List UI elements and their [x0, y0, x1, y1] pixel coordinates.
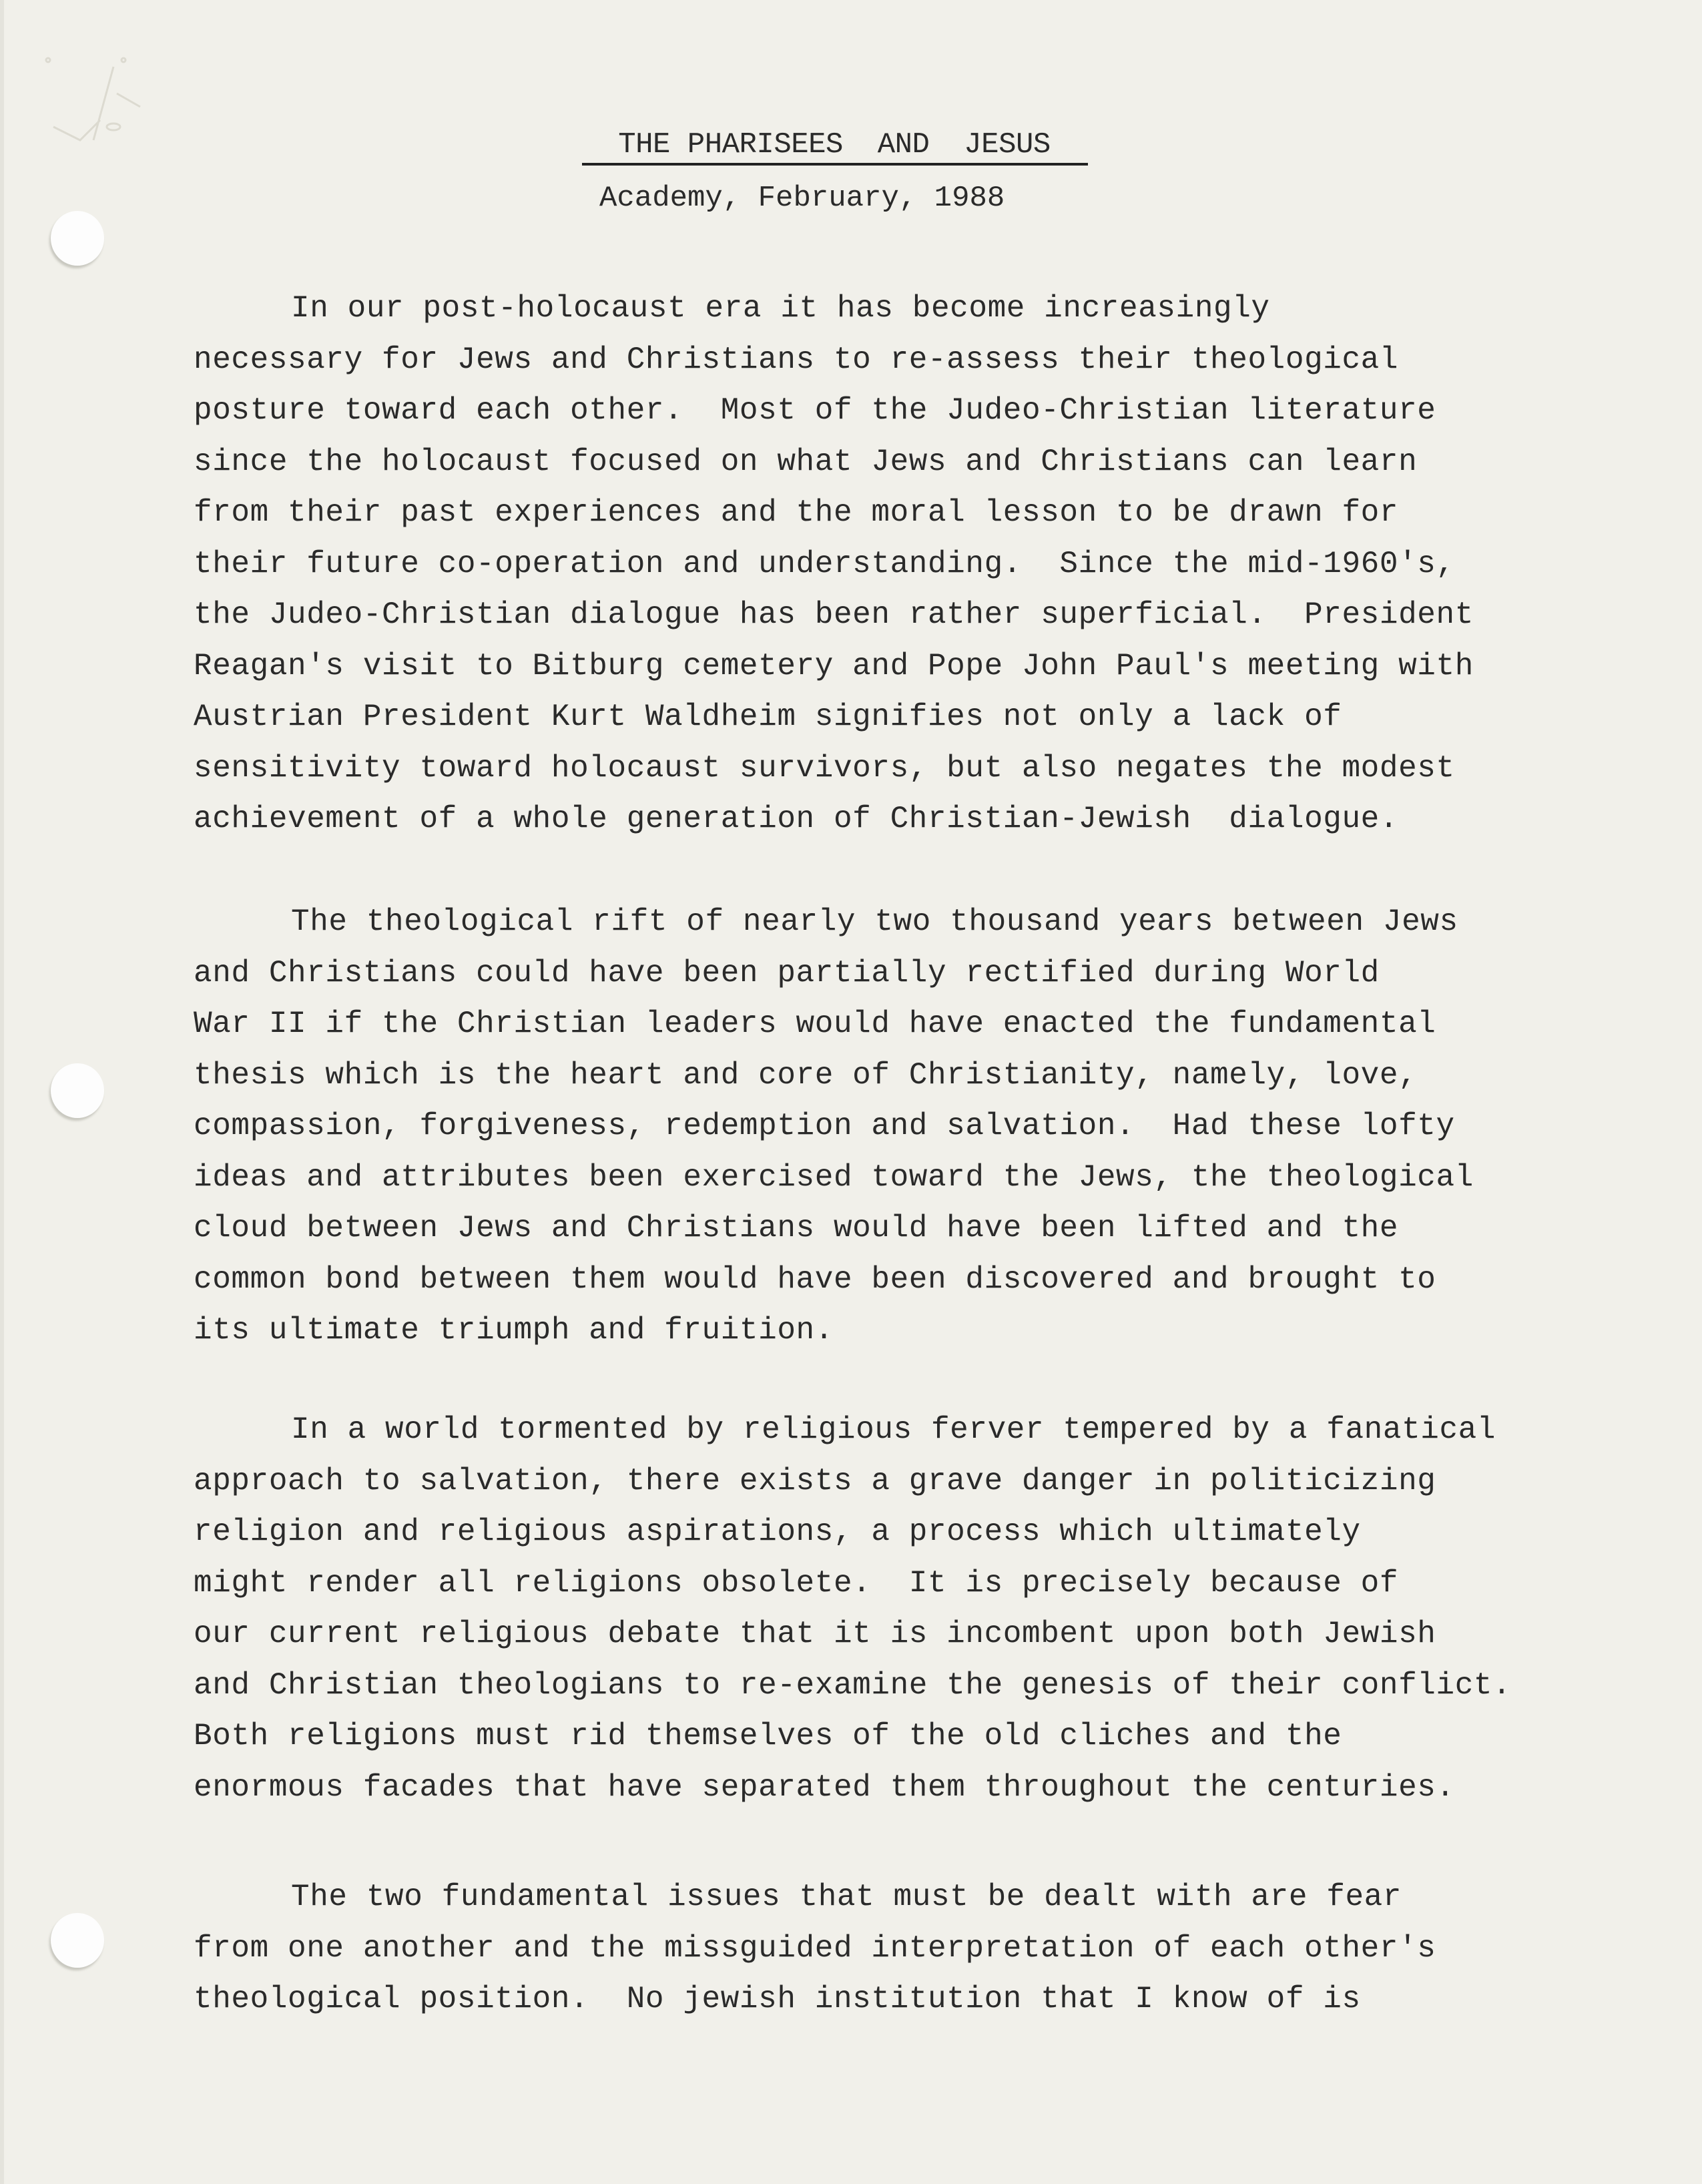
text-line: compassion, forgiveness, redemption and salvation. Had these lofty: [194, 1109, 1455, 1143]
text-line: In a world tormented by religious ferver tempered by a fanatical: [291, 1412, 1496, 1447]
text-line: enormous facades that have separated them throughout the centuries.: [194, 1769, 1455, 1805]
text-line: Reagan's visit to Bitburg cemetery and Pope John Paul's meeting with: [194, 648, 1474, 684]
text-line: might render all religions obsolete. It is precisely because of: [194, 1565, 1399, 1601]
text-line: ideas and attributes been exercised toward the Jews, the theological: [194, 1159, 1474, 1195]
text-line: their future co-operation and understanding. Since the mid-1960's,: [194, 546, 1455, 581]
punch-hole: [51, 211, 104, 266]
text-line: from one another and the missguided interpretation of each other's: [194, 1930, 1436, 1966]
text-line: Austrian President Kurt Waldheim signifies not only a lack of: [194, 700, 1342, 734]
text-line: religion and religious aspirations, a process which ultimately: [194, 1515, 1361, 1549]
staple-mark-icon: [40, 40, 147, 174]
document-subtitle: Academy, February, 1988: [599, 182, 1005, 215]
text-line: and Christians could have been partially rectified during World: [194, 955, 1380, 991]
text-line: necessary for Jews and Christians to re-assess their theological: [194, 342, 1399, 377]
text-line: and Christian theologians to re-examine the genesis of their conflict.: [194, 1667, 1512, 1703]
text-line: sensitivity toward holocaust survivors, but also negates the modest: [194, 750, 1455, 786]
text-line: our current religious debate that it is incombent upon both Jewish: [194, 1617, 1436, 1651]
text-line: The theological rift of nearly two thousand years between Jews: [291, 904, 1458, 939]
text-line: achievement of a whole generation of Christian-Jewish dialogue.: [194, 802, 1399, 836]
title-underline: [582, 163, 1088, 166]
text-line: The two fundamental issues that must be dealt with are fear: [291, 1880, 1402, 1914]
page-edge: [0, 0, 4, 2184]
text-line: common bond between them would have been discovered and brought to: [194, 1262, 1436, 1297]
document-title: THE PHARISEES AND JESUS: [618, 128, 1051, 162]
text-line: the Judeo-Christian dialogue has been rather superficial. President: [194, 597, 1474, 632]
text-line: posture toward each other. Most of the Judeo-Christian literature: [194, 393, 1436, 428]
punch-hole: [51, 1913, 104, 1968]
text-line: Both religions must rid themselves of the old cliches and the: [194, 1719, 1342, 1753]
text-line: its ultimate triumph and fruition.: [194, 1313, 834, 1348]
text-line: thesis which is the heart and core of Christianity, namely, love,: [194, 1057, 1418, 1093]
text-line: War II if the Christian leaders would have enacted the fundamental: [194, 1007, 1436, 1041]
punch-hole: [51, 1063, 104, 1118]
text-line: since the holocaust focused on what Jews and Christians can learn: [194, 444, 1418, 479]
text-line: cloud between Jews and Christians would have been lifted and the: [194, 1211, 1399, 1246]
text-line: In our post-holocaust era it has become increasingly: [291, 291, 1270, 326]
text-line: from their past experiences and the moral lesson to be drawn for: [194, 495, 1399, 530]
text-line: approach to salvation, there exists a grave danger in politicizing: [194, 1463, 1436, 1498]
text-line: theological position. No jewish institution that I know of is: [194, 1982, 1361, 2016]
